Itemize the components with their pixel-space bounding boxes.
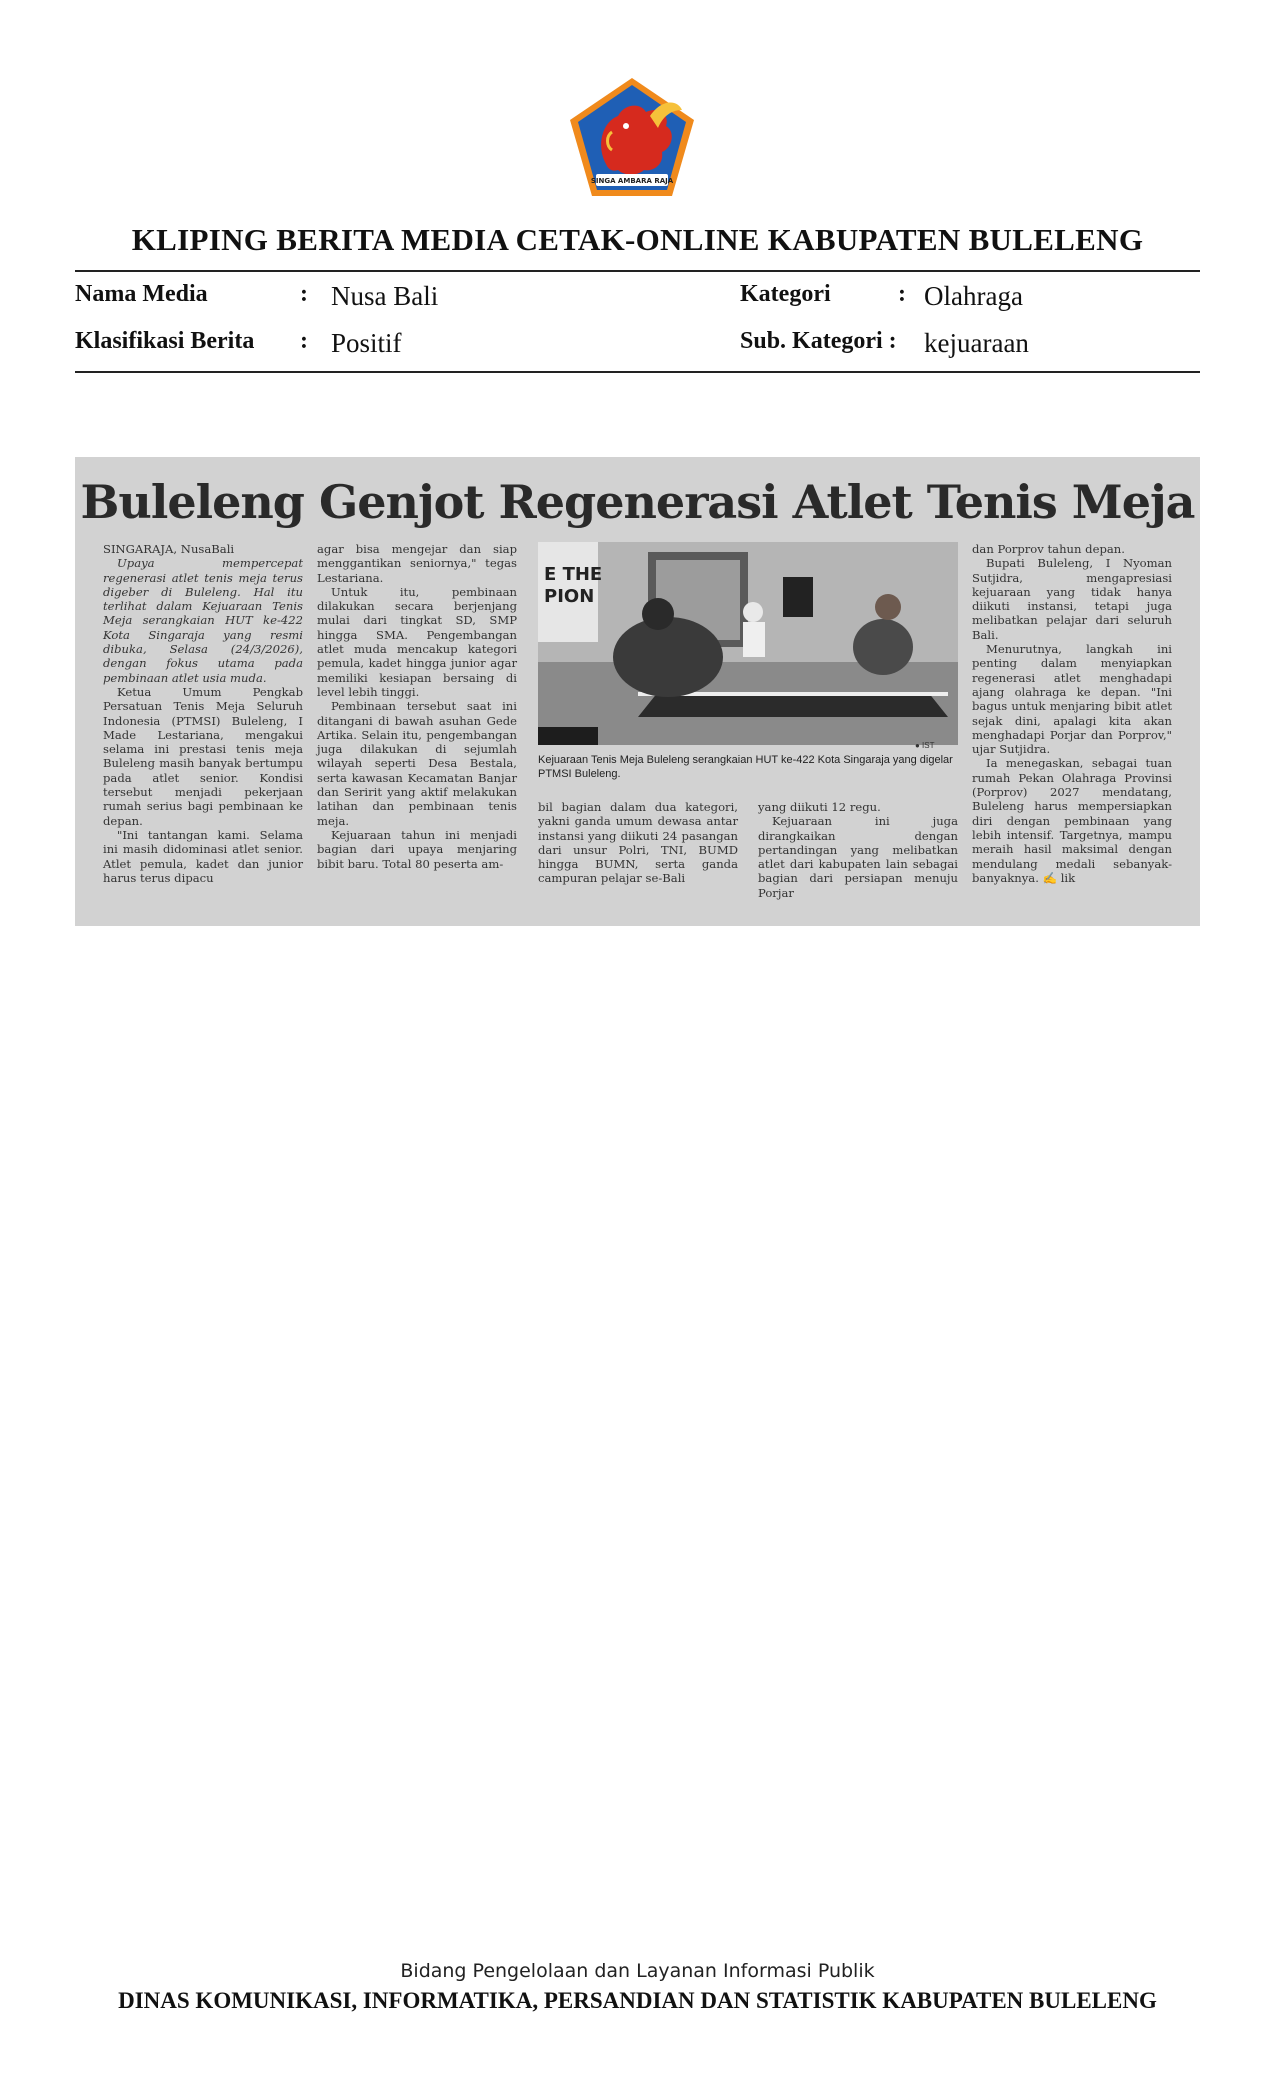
article-paragraph: Kejuaraan ini juga dirangkaikan dengan pertandingan yang melibatkan atlet dari kabupaten lain sebagai bagian dari persiapan menuju Porjar (758, 814, 958, 900)
article-paragraph: Ketua Umum Pengkab Persatuan Tenis Meja Seluruh Indonesia (PTMSI) Buleleng, I Made Lestariana, mengakui selama ini prestasi tenis meja Buleleng masih banyak bertumpu pada atlet senior. Kondisi tersebut menjadi pekerjaan rumah serius bagi pembinaan ke depan. (103, 684, 303, 828)
article-column-3 (538, 800, 738, 886)
colon: : (898, 281, 906, 307)
kategori-value: Olahraga (924, 281, 1023, 311)
article-column-4 (758, 800, 958, 900)
kategori-label: Kategori (740, 281, 831, 307)
divider-top (75, 270, 1200, 272)
article-paragraph: Bupati Buleleng, I Nyoman Sutjidra, mengapresiasi kejuaraan yang tidak hanya diikuti instansi, tetapi juga melibatkan pelajar dari seluruh Bali. (972, 556, 1172, 642)
article-headline: Buleleng Genjot Regenerasi Atlet Tenis Meja (80, 475, 1195, 529)
article-paragraph: yang diikuti 12 regu. (758, 800, 881, 814)
nama-media-label: Nama Media (75, 281, 208, 307)
article-lead: Upaya mempercepat regenerasi atlet tenis meja terus digeber di Buleleng. Hal itu terlihat dalam Kejuaraan Tenis Meja serangkaian HUT ke-422 Kota Singaraja yang resmi dibuka, Selasa (24/3/2026), dengan fokus utama pada pembinaan atlet usia muda. (103, 556, 303, 685)
article-dateline: SINGARAJA, NusaBali (103, 542, 235, 556)
svg-text:SINGA AMBARA RAJA: SINGA AMBARA RAJA (590, 177, 674, 185)
footer-agency: DINAS KOMUNIKASI, INFORMATIKA, PERSANDIAN DAN STATISTIK KABUPATEN BULELENG (118, 1988, 1157, 2013)
divider-bottom (75, 371, 1200, 373)
article-paragraph: Pembinaan tersebut saat ini ditangani di bawah asuhan Gede Artika. Selain itu, pengembangan juga dilakukan di sejumlah wilayah seperti Desa Bestala, serta kawasan Kecamatan Banjar dan Seririt yang aktif melakukan latihan dan pembinaan tenis meja. (317, 699, 517, 828)
article-paragraph: Untuk itu, pembinaan dilakukan secara berjenjang mulai dari tingkat SD, SMP hingga SMA. Pengembangan atlet muda mencakup kategori pemula, kadet hingga junior agar memiliki kesiapan bersaing di level lebih tinggi. (317, 584, 517, 699)
article-paragraph: agar bisa mengejar dan siap menggantikan seniornya," tegas Lestariana. (317, 542, 517, 585)
sub-kategori-value: kejuaraan (924, 328, 1029, 358)
article-paragraph: bil bagian dalam dua kategori, yakni ganda umum dewasa antar instansi yang diikuti 24 pasangan dari unsur Polri, TNI, BUMD hingga BUMN, serta ganda campuran pelajar se-Bali (538, 800, 738, 886)
klasifikasi-value: Positif (331, 328, 402, 358)
photo-credit: ● IST (915, 741, 935, 750)
table-tennis-photo (538, 542, 958, 745)
colon: : (300, 328, 308, 354)
klasifikasi-label: Klasifikasi Berita (75, 328, 255, 354)
photo-sign-text: E THE (544, 564, 603, 585)
singa-ambara-raja-logo (566, 76, 698, 200)
nama-media-value: Nusa Bali (331, 281, 439, 311)
article-paragraph: Menurutnya, langkah ini penting dalam menyiapkan regenerasi atlet menghadapi ajang olahraga ke depan. "Ini bagus untuk menjaring bibit atlet sejak dini, apalagi kita akan menghadapi Porjar dan Porprov," ujar Sutjidra. (972, 642, 1172, 757)
sub-kategori-label: Sub. Kategori : (740, 328, 897, 354)
photo-sign-text: PION (544, 586, 595, 607)
article-paragraph: "Ini tantangan kami. Selama ini masih didominasi atlet senior. Atlet pemula, kadet dan junior harus terus dipacu (103, 827, 303, 885)
article-column-5 (972, 542, 1172, 885)
article-paragraph: dan Porprov tahun depan. (972, 542, 1125, 556)
photo-caption: Kejuaraan Tenis Meja Buleleng serangkaian HUT ke-422 Kota Singaraja yang digelar PTMSI Buleleng. (538, 754, 953, 780)
newspaper-clipping (75, 457, 1200, 926)
document-title: KLIPING BERITA MEDIA CETAK-ONLINE KABUPATEN BULELENG (131, 222, 1144, 257)
article-column-2 (317, 542, 517, 871)
article-photo (538, 542, 958, 745)
article-paragraph: Kejuaraan tahun ini menjadi bagian dari upaya menjaring bibit baru. Total 80 peserta am- (317, 827, 517, 871)
article-column-1 (103, 542, 303, 885)
colon: : (300, 281, 308, 307)
article-paragraph: Ia menegaskan, sebagai tuan rumah Pekan Olahraga Provinsi (Porprov) 2027 mendatang, Buleleng harus mempersiapkan diri dengan pembinaan yang lebih intensif. Targetnya, mampu meraih hasil maksimal dengan mendulang medali sebanyak-banyaknya. ✍ lik (972, 756, 1172, 885)
footer-department: Bidang Pengelolaan dan Layanan Informasi Publik (400, 1960, 875, 1982)
